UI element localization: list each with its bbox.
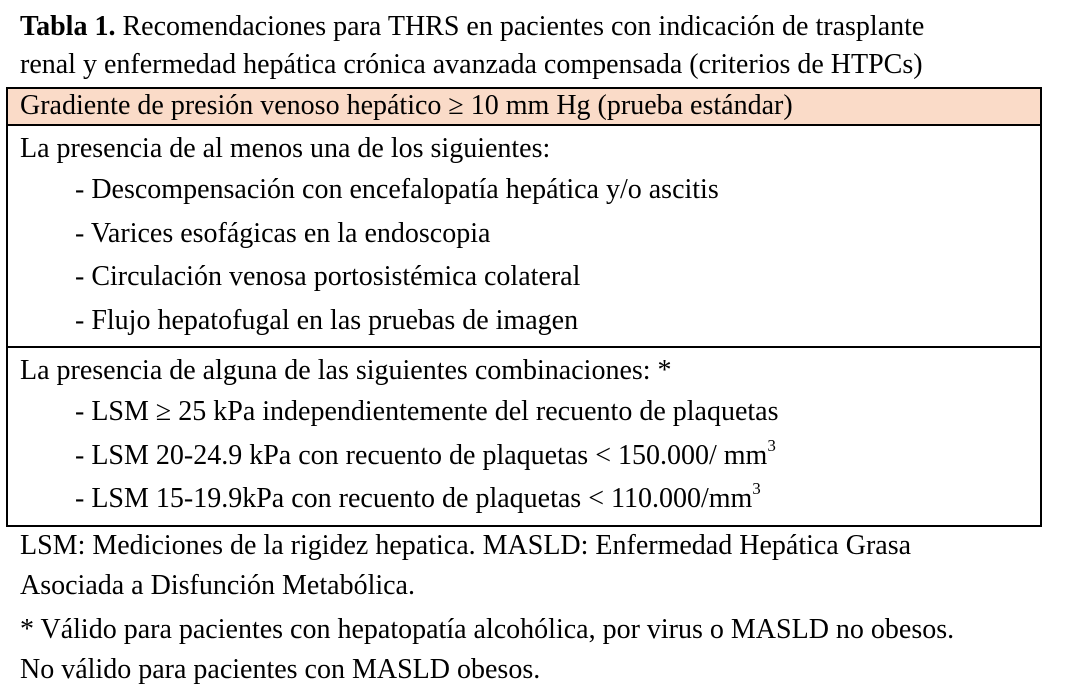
footnote-line-2: No válido para pacientes con MASLD obesos. — [20, 654, 541, 685]
section-2-item — [20, 434, 1028, 478]
caption-line-2: renal y enfermedad hepática crónica avanzada compensada (criterios de HTPCs) — [20, 49, 923, 80]
section-2-item-text: - LSM 20-24.9 kPa con recuento de plaquetas < 150.000/ mm — [75, 439, 768, 471]
table-caption — [20, 8, 1070, 84]
criteria-section-1 — [8, 126, 1040, 348]
section-1-item: - Varices esofágicas en la endoscopia — [75, 217, 491, 249]
section-2-item-text: - LSM ≥ 25 kPa independientemente del recuento de plaquetas — [75, 396, 779, 427]
table-header-row — [8, 89, 1040, 126]
section-2-intro: La presencia de alguna de las siguientes combinaciones: * — [20, 355, 672, 386]
abbreviations-line-2: Asociada a Disfunción Metabólica. — [20, 570, 415, 601]
table-header-text: Gradiente de presión venoso hepático ≥ 10 mm Hg (prueba estándar) — [20, 90, 793, 121]
section-2-item — [20, 390, 1028, 434]
table-footnotes — [20, 526, 1080, 690]
caption-text-1: Recomendaciones para THRS en pacientes con indicación de trasplante — [115, 11, 925, 42]
section-1-item: - Descompensación con encefalopatía hepática y/o ascitis — [75, 174, 719, 205]
section-2-item-text: - LSM 15-19.9kPa con recuento de plaquetas < 110.000/mm — [75, 483, 753, 514]
section-2-item — [20, 477, 1028, 521]
caption-label: Tabla 1. — [20, 11, 116, 42]
abbreviations-line-1: LSM: Mediciones de la rigidez hepatica. MASLD: Enfermedad Hepática Grasa — [20, 530, 912, 561]
superscript: 3 — [767, 435, 776, 455]
superscript: 3 — [752, 479, 761, 498]
criteria-section-2 — [8, 348, 1040, 525]
section-1-item: - Circulación venosa portosistémica colateral — [75, 261, 581, 292]
recommendations-table — [6, 87, 1042, 527]
section-1-intro: La presencia de al menos una de los siguientes: — [20, 133, 551, 164]
section-1-item: - Flujo hepatofugal en las pruebas de imagen — [75, 304, 579, 336]
caption-line-1 — [20, 8, 1070, 46]
footnote-line-1: * Válido para pacientes con hepatopatía alcohólica, por virus o MASLD no obesos. — [20, 614, 955, 645]
